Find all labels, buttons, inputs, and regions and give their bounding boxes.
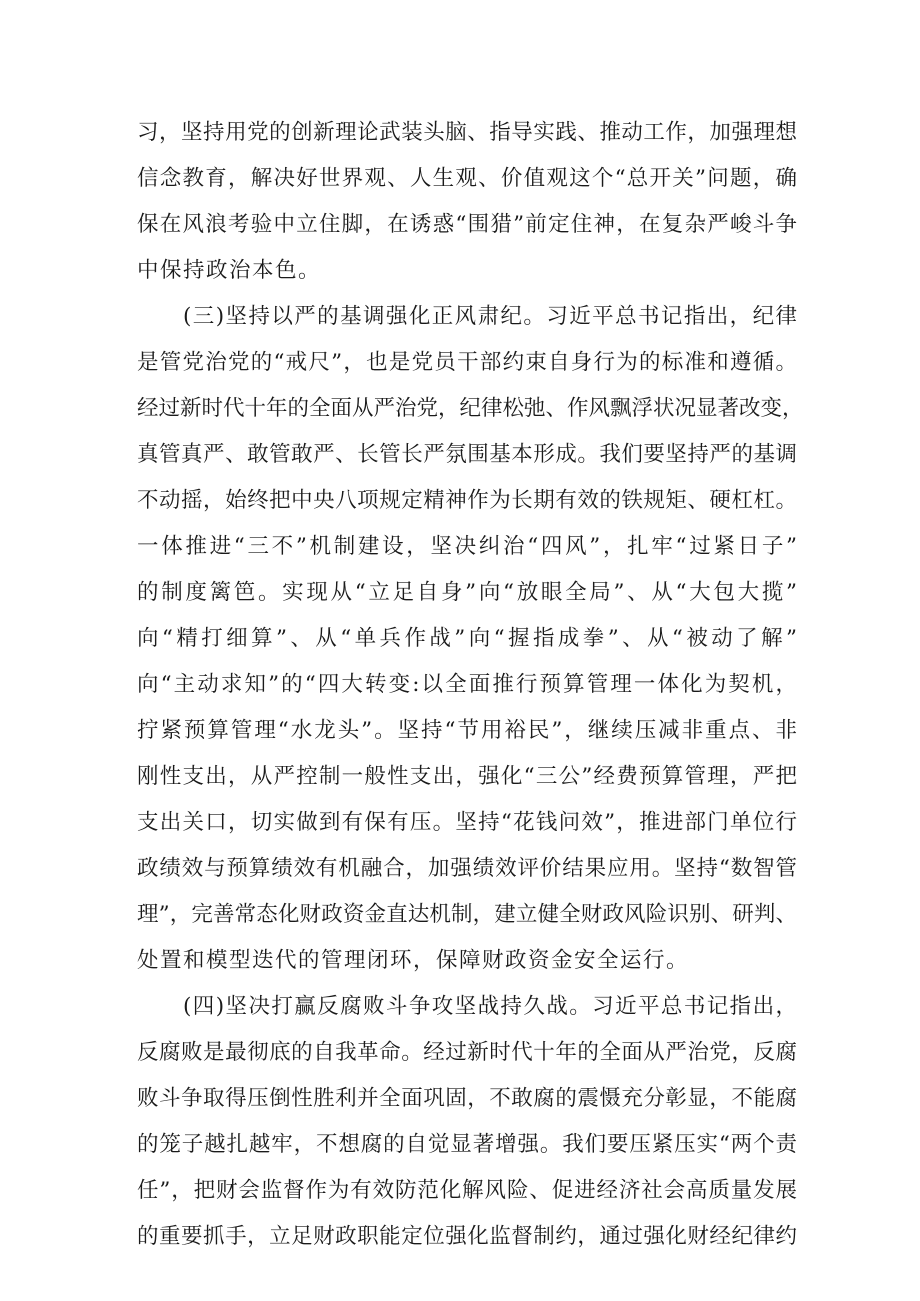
text-line: 真管真严、敢管敢严、长管长严氛围基本形成。我们要坚持严的基调 — [137, 442, 797, 467]
text-line: 保在风浪考验中立住脚，在诱惑“围猎”前定住神，在复杂严峻斗争 — [137, 212, 797, 237]
text-line: 反腐败是最彻底的自我革命。经过新时代十年的全面从严治党，反腐 — [137, 1040, 797, 1065]
text-line: 刚性支出，从严控制一般性支出，强化“三公”经费预算管理，严把 — [137, 764, 797, 789]
text-line: 经过新时代十年的全面从严治党，纪律松弛、作风飘浮状况显著改变， — [137, 396, 804, 421]
text-line: 习，坚持用党的创新理论武装头脑、指导实践、推动工作，加强理想 — [137, 120, 797, 145]
text-line: 的重要抓手，立足财政职能定位强化监督制约，通过强化财经纪律约 — [137, 1224, 797, 1249]
text-line: 处置和模型迭代的管理闭环，保障财政资金安全运行。 — [137, 948, 690, 973]
paragraph-heading-3: (三)坚持以严的基调强化正风肃纪。习近平总书记指出，纪律 — [183, 304, 797, 329]
text-line: 中保持政治本色。 — [137, 258, 322, 283]
paragraph-heading-4: (四)坚决打赢反腐败斗争攻坚战持久战。习近平总书记指出， — [183, 994, 797, 1019]
text-line: 理”，完善常态化财政资金直达机制，建立健全财政风险识别、研判、 — [137, 902, 797, 927]
text-line: 支出关口，切实做到有保有压。坚持“花钱问效”，推进部门单位行 — [137, 810, 797, 835]
text-line: 向“主动求知”的“四大转变:以全面推行预算管理一体化为契机， — [137, 672, 797, 697]
text-line: 的制度篱笆。实现从“立足自身”向“放眼全局”、从“大包大揽” — [137, 580, 797, 605]
text-line: 败斗争取得压倒性胜利并全面巩固，不敢腐的震慑充分彰显，不能腐 — [137, 1086, 797, 1111]
text-line: 政绩效与预算绩效有机融合，加强绩效评价结果应用。坚持“数智管 — [137, 856, 797, 881]
text-line: 信念教育，解决好世界观、人生观、价值观这个“总开关”问题，确 — [137, 166, 797, 191]
text-line: 是管党治党的“戒尺”，也是党员干部约束自身行为的标准和遵循。 — [137, 350, 797, 375]
text-line: 任”，把财会监督作为有效防范化解风险、促进经济社会高质量发展 — [137, 1178, 797, 1203]
text-line: 向“精打细算”、从“单兵作战”向“握指成拳”、从“被动了解” — [137, 626, 797, 651]
text-line: 拧紧预算管理“水龙头”。坚持“节用裕民”，继续压减非重点、非 — [137, 718, 797, 743]
text-line: 一体推进“三不”机制建设，坚决纠治“四风”，扎牢“过紧日子” — [137, 534, 797, 559]
text-line: 的笼子越扎越牢，不想腐的自觉显著增强。我们要压紧压实“两个责 — [137, 1132, 797, 1157]
text-line: 不动摇，始终把中央八项规定精神作为长期有效的铁规矩、硬杠杠。 — [137, 488, 797, 513]
